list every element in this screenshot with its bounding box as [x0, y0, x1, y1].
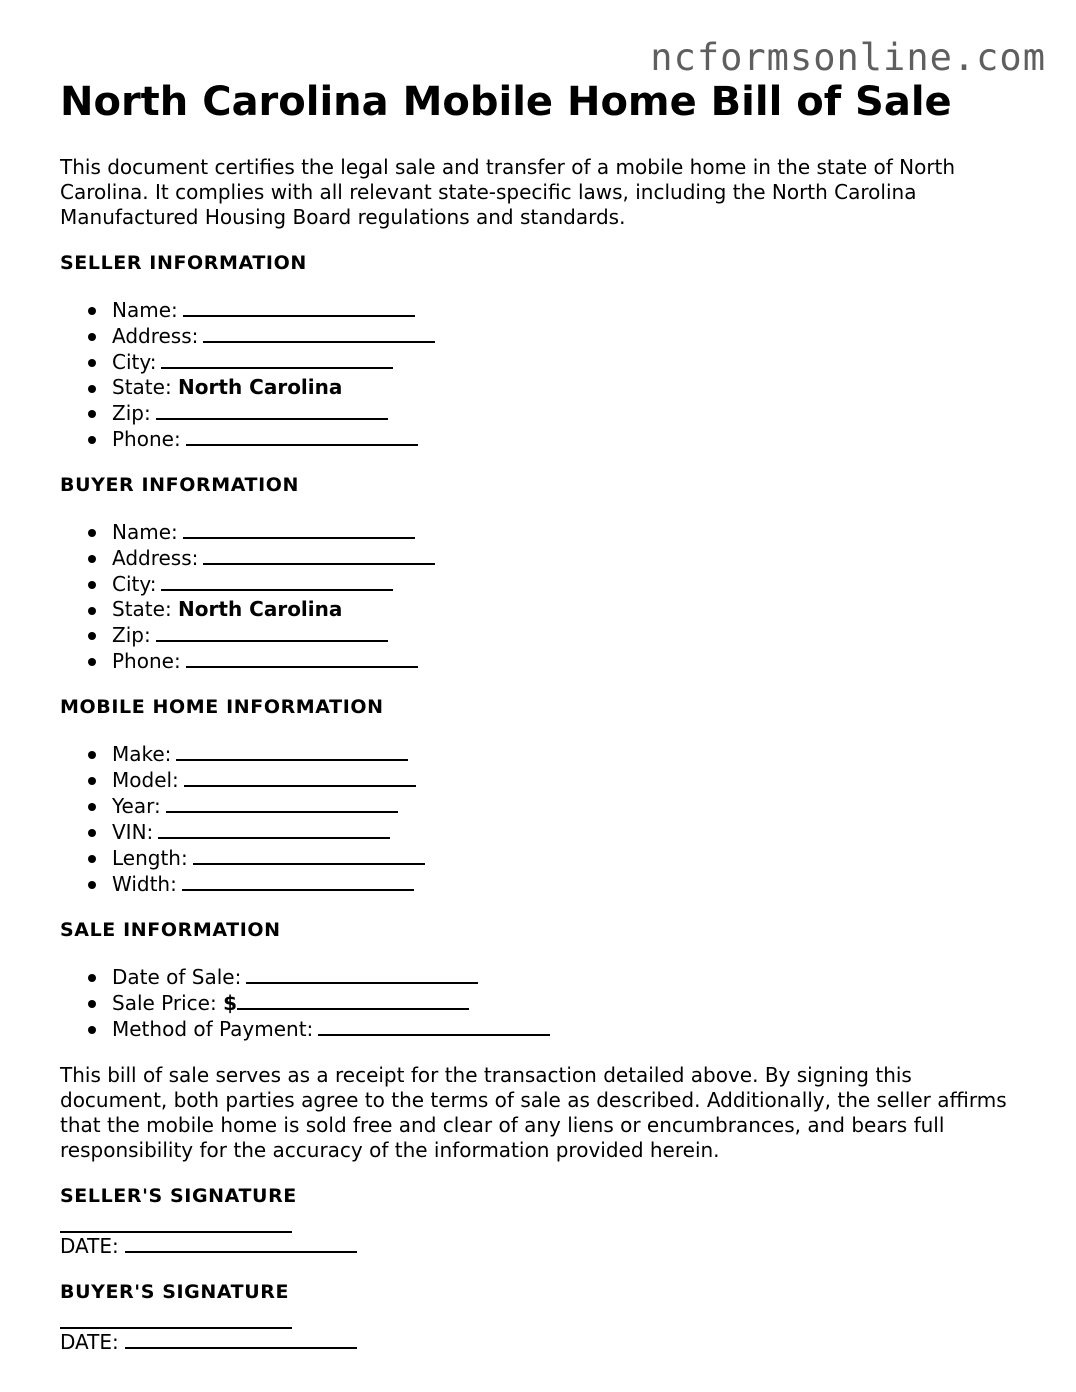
seller-name-label: Name: — [112, 298, 178, 322]
bill-of-sale-document — [60, 76, 1020, 1355]
year-label: Year: — [112, 794, 161, 818]
mobile-home-year-item — [112, 793, 1020, 819]
seller-signature-field[interactable] — [60, 1213, 292, 1233]
buyer-signature-heading: BUYER'S SIGNATURE — [60, 1281, 290, 1303]
seller-signature-heading: SELLER'S SIGNATURE — [60, 1185, 297, 1207]
buyer-signature-field[interactable] — [60, 1309, 292, 1329]
vin-field[interactable] — [158, 819, 390, 839]
buyer-zip-item — [112, 622, 1020, 648]
sale-information-heading: SALE INFORMATION — [60, 919, 281, 941]
currency-symbol: $ — [223, 991, 237, 1015]
sale-information-list — [60, 964, 1020, 1042]
buyer-address-item — [112, 545, 1020, 571]
seller-address-label: Address: — [112, 324, 199, 348]
buyer-state-item — [112, 597, 1020, 622]
buyer-address-field[interactable] — [203, 545, 435, 565]
date-of-sale-field[interactable] — [246, 964, 478, 984]
seller-state-label: State: — [112, 375, 172, 399]
buyer-name-field[interactable] — [183, 519, 415, 539]
mobile-home-information-list — [60, 741, 1020, 897]
buyer-date-field[interactable] — [125, 1329, 357, 1349]
model-field[interactable] — [184, 767, 416, 787]
make-label: Make: — [112, 742, 172, 766]
buyer-city-item — [112, 571, 1020, 597]
date-of-sale-label: Date of Sale: — [112, 965, 242, 989]
mobile-home-model-item — [112, 767, 1020, 793]
buyer-zip-label: Zip: — [112, 623, 151, 647]
seller-phone-item — [112, 426, 1020, 452]
seller-state-item — [112, 375, 1020, 400]
seller-date-label: DATE: — [60, 1234, 119, 1258]
model-label: Model: — [112, 768, 179, 792]
buyer-city-field[interactable] — [161, 571, 393, 591]
seller-name-item — [112, 297, 1020, 323]
seller-address-item — [112, 323, 1020, 349]
length-field[interactable] — [193, 845, 425, 865]
seller-state-value: North Carolina — [178, 375, 343, 399]
seller-city-label: City: — [112, 350, 157, 374]
seller-zip-item — [112, 400, 1020, 426]
seller-name-field[interactable] — [183, 297, 415, 317]
closing-paragraph: This bill of sale serves as a receipt for the transaction detailed above. By signing this document, both parties agree to the terms of sale as described. Additionally, the seller affirms that the mobile home is sold free and clear of any liens or encumbrances, and bears full responsibility for the accuracy of the information provided herein. — [60, 1063, 1007, 1162]
sale-price-label: Sale Price: — [112, 991, 217, 1015]
make-field[interactable] — [176, 741, 408, 761]
seller-phone-label: Phone: — [112, 427, 181, 451]
buyer-address-label: Address: — [112, 546, 199, 570]
buyer-information-heading: BUYER INFORMATION — [60, 474, 300, 496]
mobile-home-make-item — [112, 741, 1020, 767]
sale-date-item — [112, 964, 1020, 990]
buyer-name-label: Name: — [112, 520, 178, 544]
seller-city-field[interactable] — [161, 349, 393, 369]
buyer-name-item — [112, 519, 1020, 545]
sale-price-item — [112, 990, 1020, 1016]
seller-city-item — [112, 349, 1020, 375]
width-field[interactable] — [182, 871, 414, 891]
buyer-information-list — [60, 519, 1020, 674]
vin-label: VIN: — [112, 820, 154, 844]
width-label: Width: — [112, 872, 177, 896]
seller-signature-date-row — [60, 1233, 1020, 1259]
buyer-date-label: DATE: — [60, 1330, 119, 1354]
buyer-phone-item — [112, 648, 1020, 674]
buyer-phone-label: Phone: — [112, 649, 181, 673]
sale-price-field[interactable] — [237, 990, 469, 1010]
buyer-state-label: State: — [112, 597, 172, 621]
seller-zip-field[interactable] — [156, 400, 388, 420]
seller-zip-label: Zip: — [112, 401, 151, 425]
buyer-zip-field[interactable] — [156, 622, 388, 642]
site-watermark: ncformsonline.com — [650, 36, 1046, 79]
year-field[interactable] — [166, 793, 398, 813]
seller-date-field[interactable] — [125, 1233, 357, 1253]
length-label: Length: — [112, 846, 188, 870]
document-title: North Carolina Mobile Home Bill of Sale — [60, 79, 952, 125]
seller-information-heading: SELLER INFORMATION — [60, 252, 307, 274]
seller-address-field[interactable] — [203, 323, 435, 343]
mobile-home-information-heading: MOBILE HOME INFORMATION — [60, 696, 384, 718]
mobile-home-vin-item — [112, 819, 1020, 845]
method-of-payment-field[interactable] — [318, 1016, 550, 1036]
buyer-state-value: North Carolina — [178, 597, 343, 621]
seller-phone-field[interactable] — [186, 426, 418, 446]
mobile-home-width-item — [112, 871, 1020, 897]
mobile-home-length-item — [112, 845, 1020, 871]
seller-information-list — [60, 297, 1020, 452]
buyer-city-label: City: — [112, 572, 157, 596]
method-of-payment-label: Method of Payment: — [112, 1017, 314, 1041]
buyer-signature-date-row — [60, 1329, 1020, 1355]
buyer-phone-field[interactable] — [186, 648, 418, 668]
intro-paragraph: This document certifies the legal sale and transfer of a mobile home in the state of North Carolina. It complies with all relevant state-specific laws, including the North Carolina Manufactured Housing Board regulations and standards. — [60, 155, 956, 229]
payment-method-item — [112, 1016, 1020, 1042]
